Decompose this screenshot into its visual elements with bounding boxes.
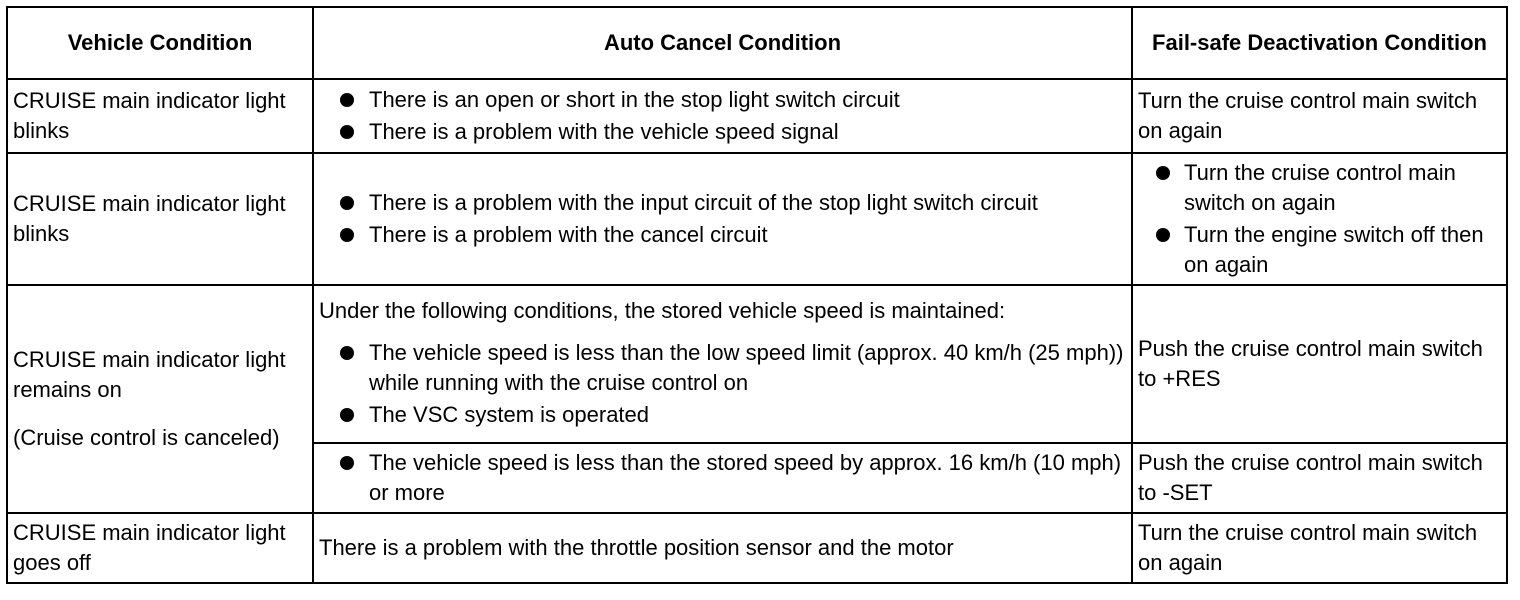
failsafe-cell (1132, 153, 1507, 285)
vehicle-condition-cell: CRUISE main indicator light blinks (7, 79, 313, 153)
auto-cancel-bullet: There is a problem with the vehicle speed signal (319, 117, 1126, 147)
header-vehicle-condition: Vehicle Condition (7, 7, 313, 79)
vehicle-condition-text: CRUISE main indicator light remains on (13, 347, 286, 402)
auto-cancel-bullet: There is a problem with the input circuit of the stop light switch circuit (319, 188, 1126, 218)
auto-cancel-list (319, 85, 1126, 147)
header-row (7, 7, 1507, 79)
auto-cancel-cell (313, 79, 1132, 153)
auto-cancel-cell (313, 443, 1132, 513)
auto-cancel-bullet: There is an open or short in the stop light switch circuit (319, 85, 1126, 115)
auto-cancel-bullet: The VSC system is operated (319, 400, 1126, 430)
table-row (7, 79, 1507, 153)
auto-cancel-list (319, 338, 1126, 430)
auto-cancel-bullet: There is a problem with the cancel circuit (319, 220, 1126, 250)
table-row (7, 513, 1507, 583)
table-row (7, 285, 1507, 443)
header-auto-cancel-condition: Auto Cancel Condition (313, 7, 1132, 79)
cruise-condition-table (6, 6, 1508, 584)
auto-cancel-list (319, 188, 1126, 250)
failsafe-cell: Turn the cruise control main switch on again (1132, 513, 1507, 583)
auto-cancel-cell (313, 153, 1132, 285)
failsafe-cell: Turn the cruise control main switch on again (1132, 79, 1507, 153)
auto-cancel-intro: Under the following conditions, the stored vehicle speed is maintained: (319, 298, 1006, 323)
table-row (7, 153, 1507, 285)
failsafe-list (1138, 158, 1501, 280)
failsafe-bullet: Turn the cruise control main switch on again (1138, 158, 1501, 218)
failsafe-bullet: Turn the engine switch off then on again (1138, 220, 1501, 280)
header-failsafe-deactivation-condition: Fail-safe Deactivation Condition (1132, 7, 1507, 79)
auto-cancel-cell (313, 285, 1132, 443)
vehicle-condition-cell: CRUISE main indicator light goes off (7, 513, 313, 583)
failsafe-cell: Push the cruise control main switch to +RES (1132, 285, 1507, 443)
vehicle-condition-note: (Cruise control is canceled) (13, 425, 280, 450)
auto-cancel-cell: There is a problem with the throttle position sensor and the motor (313, 513, 1132, 583)
auto-cancel-bullet: The vehicle speed is less than the low speed limit (approx. 40 km/h (25 mph)) while running with the cruise control on (319, 338, 1126, 398)
auto-cancel-bullet: The vehicle speed is less than the stored speed by approx. 16 km/h (10 mph) or more (319, 448, 1126, 508)
auto-cancel-list (319, 448, 1126, 508)
failsafe-cell: Push the cruise control main switch to -SET (1132, 443, 1507, 513)
vehicle-condition-cell (7, 285, 313, 513)
vehicle-condition-cell: CRUISE main indicator light blinks (7, 153, 313, 285)
